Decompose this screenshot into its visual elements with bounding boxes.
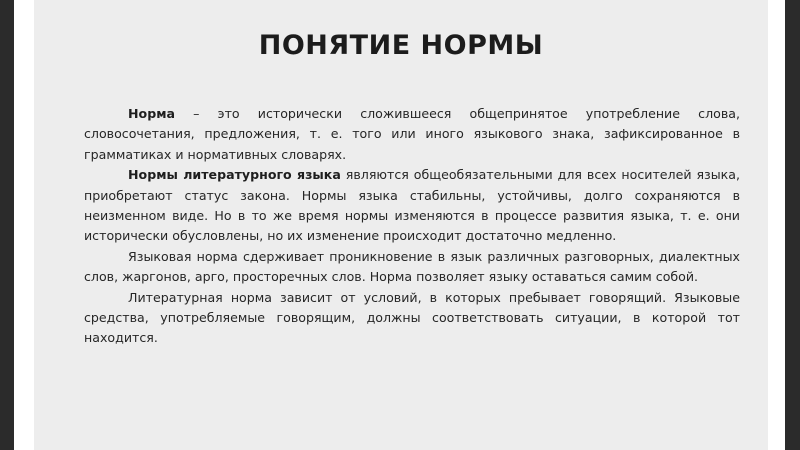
- term-norm: Норма: [128, 106, 175, 121]
- paragraph-text: являются общеобязательными для всех носителей языка, приобретают статус закона. Нормы языка стабильны, устойчивы, долго сохраняются в неизменном виде. Но в то же время нормы изменяются в процессе развития языка, т. е. они исторически обусловлены, но их изменение происходит достаточно медленно.: [84, 167, 740, 244]
- paragraph-text: Литературная норма зависит от условий, в которых пребывает говорящий. Языковые средства, употребляемые говорящим, должны соответствовать ситуации, в которой тот находится.: [84, 289, 740, 346]
- left-dark-band: [0, 0, 14, 450]
- paragraph-text: – это исторически сложившееся общепринятое употребление слова, словосочетания, предложения, т. е. того или иного языкового знака, зафиксированное в грамматиках и нормативных словарях.: [84, 106, 740, 162]
- paragraph-text: Языковая норма сдерживает проникновение в язык различных разговорных, диалектных слов, жаргонов, арго, просторечных слов. Норма позволяет языку оставаться самим собой.: [84, 248, 740, 285]
- paragraph-norm-definition: [84, 104, 740, 165]
- slide-title: ПОНЯТИЕ НОРМЫ: [258, 30, 544, 61]
- paragraph-literary-norm-conditions: [84, 288, 740, 349]
- body-text: [84, 104, 740, 349]
- term-literary-norms: Нормы литературного языка: [128, 167, 341, 183]
- paragraph-literary-norms: [84, 165, 740, 247]
- content-panel: [34, 0, 768, 450]
- paragraph-language-norm: [84, 247, 740, 288]
- right-dark-band: [785, 0, 800, 450]
